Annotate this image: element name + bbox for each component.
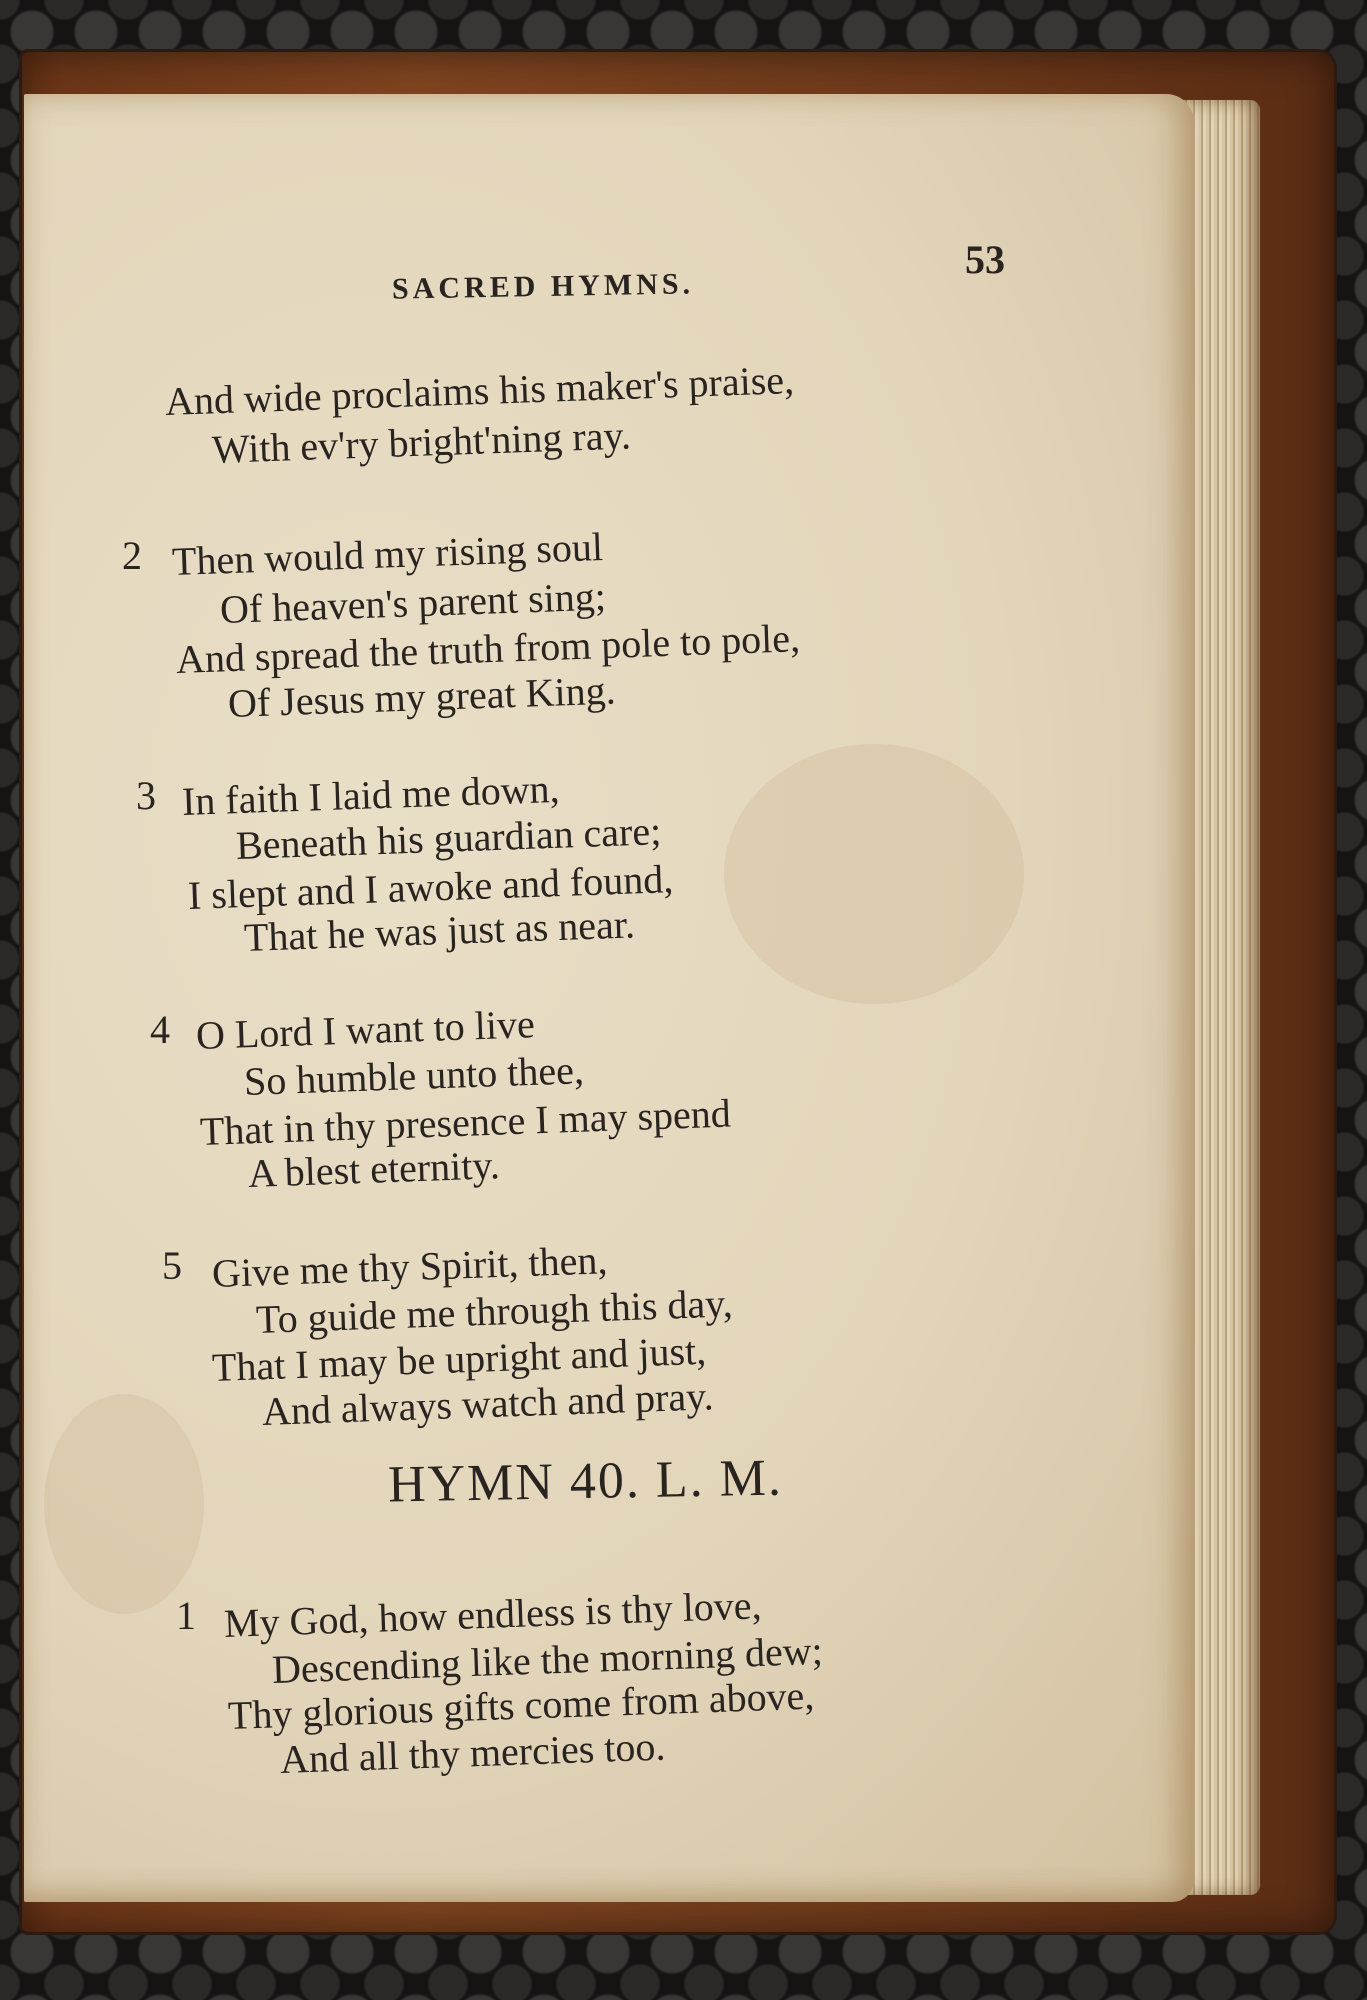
verse-line: I slept and I awoke and found,: [187, 856, 674, 918]
page-stain: [44, 1394, 204, 1614]
verse-line: Descending like the morning dew;: [271, 1627, 824, 1692]
page-stain: [724, 744, 1024, 1004]
verse-line: That in thy presence I may spend: [199, 1090, 732, 1154]
verse-line: My God, how endless is thy love,: [223, 1582, 763, 1646]
running-header: SACRED HYMNS.: [391, 267, 695, 306]
verse-line: O Lord I want to live: [195, 1001, 536, 1058]
verse-line: That I may be upright and just,: [211, 1327, 707, 1390]
verse-line: And all thy mercies too.: [279, 1723, 667, 1782]
stanza-number: 3: [136, 773, 156, 818]
stanza-number: 2: [122, 533, 142, 578]
stanza-number: 4: [150, 1007, 170, 1052]
verse-line: So humble unto thee,: [243, 1047, 585, 1104]
verse-line: In faith I laid me down,: [181, 765, 561, 824]
verse-line: Give me thy Spirit, then,: [211, 1237, 609, 1296]
verse-line: And wide proclaims his maker's praise,: [164, 357, 795, 424]
stanza-number: 5: [162, 1243, 182, 1288]
hymn-title: HYMN 40. L. M.: [387, 1449, 784, 1514]
verse-line: A blest eternity.: [247, 1142, 501, 1196]
verse-line: Of Jesus my great King.: [227, 667, 617, 726]
verse-line: Of heaven's parent sing;: [219, 573, 607, 632]
stanza-number: 1: [176, 1593, 196, 1638]
verse-line: Beneath his guardian care;: [235, 808, 662, 868]
verse-line: Then would my rising soul: [171, 523, 604, 584]
verse-line: To guide me through this day,: [255, 1280, 734, 1342]
verse-line: Thy glorious gifts come from above,: [227, 1672, 815, 1738]
verse-line: That he was just as near.: [243, 901, 636, 960]
verse-line: And always watch and pray.: [261, 1373, 715, 1434]
page-number: 53: [965, 237, 1005, 282]
verse-line: With ev'ry bright'ning ray.: [211, 412, 632, 472]
verse-line: And spread the truth from pole to pole,: [175, 615, 801, 682]
